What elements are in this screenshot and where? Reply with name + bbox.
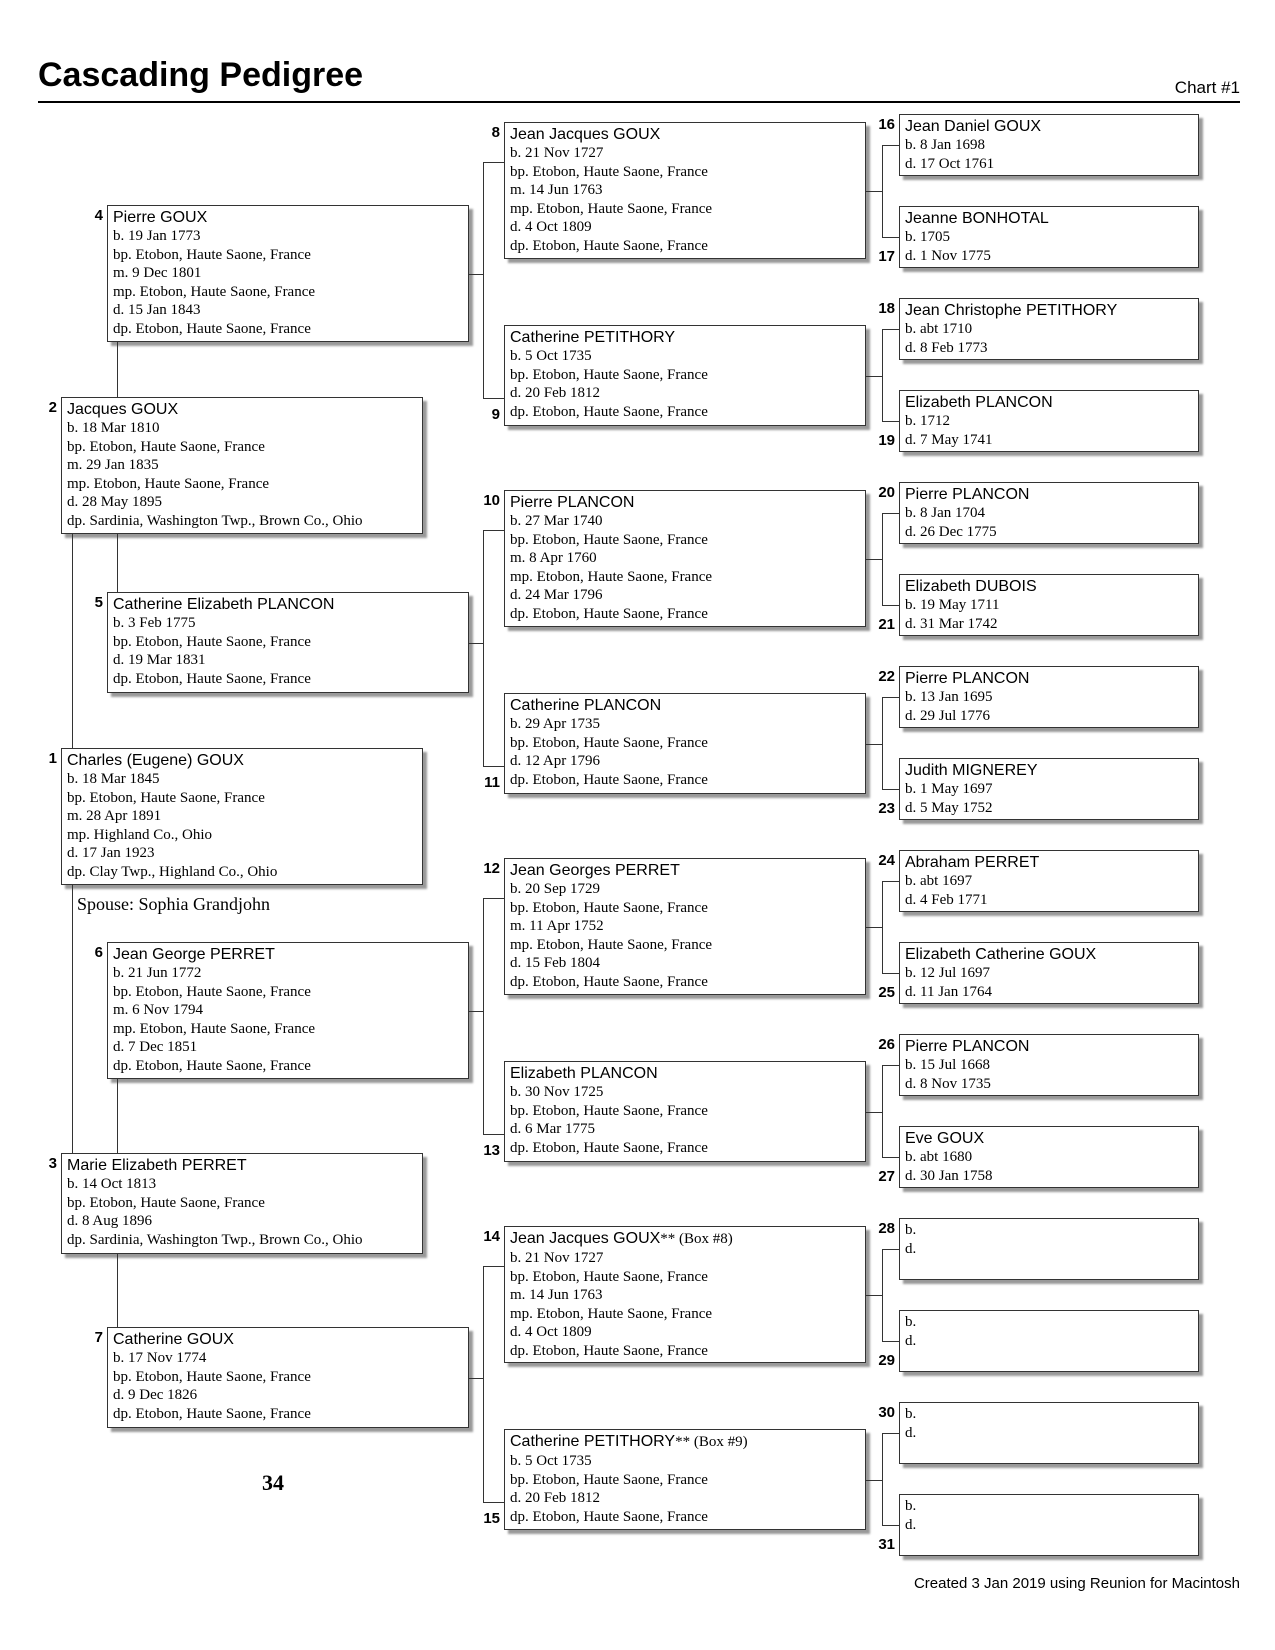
person-fact: b. [905,1314,917,1330]
person-fact: d. 19 Mar 1831 [113,652,206,669]
person-name-text: Pierre PLANCON [510,494,635,511]
connector-line [882,421,899,422]
person-number: 13 [483,1142,500,1159]
person-number: 23 [878,800,895,817]
connector-line [882,1249,899,1250]
person-box-27 [899,1126,1199,1188]
connector-line [882,1341,899,1342]
person-fact: b. 29 Apr 1735 [510,716,600,732]
person-name [905,393,1193,412]
person-fact: mp. Etobon, Haute Saone, France [510,568,713,585]
person-name-text: Catherine Elizabeth PLANCON [113,596,335,613]
person-number: 25 [878,984,895,1001]
person-fact: b. 5 Oct 1735 [510,348,592,364]
connector-line [483,398,504,399]
connector-line [866,1480,882,1481]
person-name [905,1129,1193,1148]
person-name-text: Jean Georges PERRET [510,862,680,879]
connector-line [72,885,73,1153]
connector-line [117,1079,118,1153]
person-fact: mp. Etobon, Haute Saone, France [113,1020,316,1037]
person-fact: d. 4 Oct 1809 [510,1324,592,1341]
person-fact: b. 21 Nov 1727 [510,145,604,161]
person-fact: b. 1712 [905,413,950,429]
person-number: 15 [483,1510,500,1527]
person-fact: dp. Etobon, Haute Saone, France [113,1405,311,1422]
person-name [67,751,417,770]
footer-credit: Created 3 Jan 2019 using Reunion for Macintosh [913,1575,1240,1592]
connector-line [866,559,882,560]
person-fact: b. 8 Jan 1704 [905,505,985,521]
person-box-8 [504,122,866,259]
person-number: 10 [483,492,500,509]
person-name [510,1064,860,1083]
person-fact: dp. Etobon, Haute Saone, France [113,670,311,687]
person-fact: b. 21 Nov 1727 [510,1250,604,1266]
person-fact: d. 4 Feb 1771 [905,891,988,908]
person-name [67,400,417,419]
person-fact: b. [905,1222,917,1238]
person-name [113,1330,463,1349]
person-number: 6 [94,944,103,961]
person-fact: b. 8 Jan 1698 [905,137,985,153]
connector-line [882,697,899,698]
person-name [905,1037,1193,1056]
person-number: 5 [94,594,103,611]
person-name-text: Jean Christophe PETITHORY [905,302,1118,319]
connector-line [866,1112,882,1113]
person-fact: bp. Etobon, Haute Saone, France [113,1368,311,1385]
person-fact: b. 30 Nov 1725 [510,1084,604,1100]
person-name-text: Eve GOUX [905,1130,985,1147]
person-fact: mp. Etobon, Haute Saone, France [510,200,713,217]
person-fact: b. 18 Mar 1810 [67,420,160,436]
connector-line [866,376,882,377]
connector-line [882,237,899,238]
person-name-text: Jeanne BONHOTAL [905,210,1049,227]
person-number: 7 [94,1329,103,1346]
person-box-3 [61,1153,423,1254]
person-fact: bp. Etobon, Haute Saone, France [113,983,311,1000]
person-fact: mp. Etobon, Haute Saone, France [510,936,713,953]
person-fact: bp. Etobon, Haute Saone, France [510,531,708,548]
person-box-5 [107,592,469,693]
person-number: 8 [491,124,500,141]
person-number: 19 [878,432,895,449]
connector-line [882,1065,883,1157]
person-name [510,696,860,715]
person-box-24 [899,850,1199,912]
person-name-text: Jacques GOUX [67,401,179,418]
connector-line [72,534,73,748]
person-number: 11 [484,774,500,791]
person-name-text: Jean Daniel GOUX [905,118,1042,135]
person-fact: d. 20 Feb 1812 [510,1490,600,1507]
person-box-31 [899,1494,1199,1556]
person-number: 30 [878,1404,895,1421]
person-fact: b. 12 Jul 1697 [905,965,991,981]
person-fact: d. 24 Mar 1796 [510,587,603,604]
person-fact: dp. Etobon, Haute Saone, France [510,1508,708,1525]
person-number: 21 [878,616,895,633]
person-fact: bp. Etobon, Haute Saone, France [67,1194,265,1211]
person-fact: bp. Etobon, Haute Saone, France [510,163,708,180]
person-fact: b. 1 May 1697 [905,781,993,797]
person-fact: mp. Etobon, Haute Saone, France [510,1305,713,1322]
page-title: Cascading Pedigree [38,56,364,94]
person-fact: m. 6 Nov 1794 [113,1002,203,1019]
person-box-16 [899,114,1199,176]
person-fact: b. 17 Nov 1774 [113,1350,207,1366]
person-fact: b. 19 May 1711 [905,597,1000,613]
connector-line [882,1065,899,1066]
person-fact: dp. Etobon, Haute Saone, France [510,605,708,622]
connector-line [882,1157,899,1158]
person-name [67,1156,417,1175]
person-fact: d. 7 Dec 1851 [113,1039,198,1056]
person-fact: d. 29 Jul 1776 [905,707,991,724]
connector-line [866,744,882,745]
person-box-28 [899,1218,1199,1280]
person-name-text: Marie Elizabeth PERRET [67,1157,247,1174]
connector-line [469,274,483,275]
person-number: 20 [878,484,895,501]
person-fact: d. [905,1332,917,1349]
person-fact: b. [905,1406,917,1422]
person-name-text: Jean Jacques GOUX [510,126,661,143]
person-box-25 [899,942,1199,1004]
person-fact: dp. Etobon, Haute Saone, France [510,403,708,420]
person-fact: mp. Etobon, Haute Saone, France [113,283,316,300]
person-fact: b. abt 1710 [905,321,973,337]
person-box-15 [504,1429,866,1530]
person-name-text: Catherine PETITHORY [510,329,676,346]
person-name-text: Judith MIGNEREY [905,762,1038,779]
person-fact: bp. Etobon, Haute Saone, France [510,1102,708,1119]
person-box-23 [899,758,1199,820]
person-name [510,125,860,144]
person-number: 31 [878,1536,895,1553]
connector-line [882,145,883,237]
person-fact: d. 5 May 1752 [905,799,993,816]
person-box-29 [899,1310,1199,1372]
person-number: 28 [878,1220,895,1237]
person-fact: b. 15 Jul 1668 [905,1057,991,1073]
person-fact: d. [905,1424,917,1441]
connector-line [882,881,883,973]
person-name [510,861,860,880]
connector-line [483,530,504,531]
connector-line [469,643,483,644]
connector-line [882,697,883,789]
person-name-text: Catherine PETITHORY [510,1433,676,1450]
connector-line [882,145,899,146]
person-fact: bp. Etobon, Haute Saone, France [113,633,311,650]
person-number: 4 [94,207,103,224]
person-fact: bp. Etobon, Haute Saone, France [67,438,265,455]
person-number: 26 [878,1036,895,1053]
duplicate-reference: ** (Box #9) [675,1434,748,1450]
person-name-text: Catherine PLANCON [510,697,662,714]
person-fact: d. [905,1516,917,1533]
person-name [510,1229,860,1249]
person-number: 22 [878,668,895,685]
person-box-12 [504,858,866,995]
person-box-7 [107,1327,469,1428]
person-name [113,208,463,227]
person-box-4 [107,205,469,342]
person-name [510,328,860,347]
person-name-text: Charles (Eugene) GOUX [67,752,244,769]
page-number: 34 [262,1470,284,1495]
person-fact: dp. Etobon, Haute Saone, France [113,1057,311,1074]
person-name [905,853,1193,872]
person-fact: dp. Etobon, Haute Saone, France [510,237,708,254]
person-name [905,485,1193,504]
person-fact: dp. Sardinia, Washington Twp., Brown Co., Ohio [67,1231,363,1248]
person-name-text: Catherine GOUX [113,1331,234,1348]
connector-line [483,1266,484,1502]
connector-line [882,605,899,606]
person-number: 18 [878,300,895,317]
chart-number: Chart #1 [1174,78,1240,97]
person-box-30 [899,1402,1199,1464]
person-name-text: Abraham PERRET [905,854,1040,871]
person-name [905,945,1193,964]
person-fact: d. 17 Oct 1761 [905,155,995,172]
person-fact: d. 17 Jan 1923 [67,845,155,862]
person-fact: m. 11 Apr 1752 [510,918,604,935]
duplicate-reference: ** (Box #8) [660,1231,733,1247]
title-rule [38,101,1240,103]
person-fact: b. 27 Mar 1740 [510,513,603,529]
person-fact: d. 31 Mar 1742 [905,615,998,632]
person-box-18 [899,298,1199,360]
connector-line [483,898,504,899]
person-name-text: Pierre PLANCON [905,486,1030,503]
connector-line [483,530,484,766]
person-fact: bp. Etobon, Haute Saone, France [510,1471,708,1488]
person-fact: bp. Etobon, Haute Saone, France [113,246,311,263]
person-fact: bp. Etobon, Haute Saone, France [510,1268,708,1285]
connector-line [866,927,882,928]
person-fact: d. 12 Apr 1796 [510,753,600,770]
person-box-19 [899,390,1199,452]
connector-line [483,1134,504,1135]
connector-line [882,329,899,330]
person-fact: b. 18 Mar 1845 [67,771,160,787]
person-fact: d. 8 Aug 1896 [67,1213,153,1230]
person-name [905,301,1193,320]
person-fact: bp. Etobon, Haute Saone, France [510,899,708,916]
spouse-note: Spouse: Sophia Grandjohn [77,894,270,914]
person-box-22 [899,666,1199,728]
person-name-text: Elizabeth Catherine GOUX [905,946,1097,963]
person-fact: m. 14 Jun 1763 [510,1287,603,1304]
person-box-2 [61,397,423,534]
person-name-text: Elizabeth PLANCON [905,394,1053,411]
person-name [905,761,1193,780]
person-fact: b. [905,1498,917,1514]
person-fact: d. 6 Mar 1775 [510,1121,595,1138]
person-box-21 [899,574,1199,636]
person-box-11 [504,693,866,794]
person-fact: m. 28 Apr 1891 [67,808,162,825]
person-box-6 [107,942,469,1079]
person-number: 3 [48,1155,57,1172]
connector-line [469,1378,483,1379]
person-number: 29 [878,1352,895,1369]
person-fact: d. 30 Jan 1758 [905,1167,993,1184]
person-fact: mp. Highland Co., Ohio [67,826,212,843]
person-name [905,577,1193,596]
connector-line [483,1266,504,1267]
person-number: 1 [48,750,57,767]
connector-line [882,1433,899,1434]
person-fact: d. 7 May 1741 [905,431,993,448]
person-name-text: Pierre PLANCON [905,670,1030,687]
person-fact: m. 29 Jan 1835 [67,457,159,474]
person-fact: m. 9 Dec 1801 [113,265,202,282]
person-fact: bp. Etobon, Haute Saone, France [510,734,708,751]
person-fact: b. 19 Jan 1773 [113,228,201,244]
person-name-text: Pierre GOUX [113,209,208,226]
person-fact: dp. Etobon, Haute Saone, France [510,771,708,788]
connector-line [117,1254,118,1327]
person-fact: d. 15 Jan 1843 [113,302,201,319]
person-number: 12 [483,860,500,877]
person-fact: b. 1705 [905,229,950,245]
connector-line [882,973,899,974]
person-fact: dp. Etobon, Haute Saone, France [510,973,708,990]
person-number: 9 [491,406,500,423]
connector-line [483,1502,504,1503]
person-number: 16 [878,116,895,133]
connector-line [866,191,882,192]
person-fact: dp. Etobon, Haute Saone, France [113,320,311,337]
person-fact: d. 28 May 1895 [67,494,162,511]
person-box-10 [504,490,866,627]
person-number: 24 [878,852,895,869]
person-fact: d. 8 Feb 1773 [905,339,988,356]
connector-line [882,513,883,605]
person-name [113,945,463,964]
connector-line [117,342,118,397]
person-name [510,493,860,512]
person-fact: d. 9 Dec 1826 [113,1387,198,1404]
person-name-text: Pierre PLANCON [905,1038,1030,1055]
person-fact: d. [905,1240,917,1257]
connector-line [117,534,118,592]
person-fact: b. 13 Jan 1695 [905,689,993,705]
person-name-text: Elizabeth DUBOIS [905,578,1037,595]
person-fact: d. 11 Jan 1764 [905,983,992,1000]
person-fact: d. 15 Feb 1804 [510,955,600,972]
person-number: 14 [483,1228,500,1245]
person-box-14 [504,1226,866,1363]
person-name [905,209,1193,228]
person-fact: bp. Etobon, Haute Saone, France [510,366,708,383]
connector-line [882,789,899,790]
person-fact: b. 21 Jun 1772 [113,965,202,981]
person-fact: dp. Clay Twp., Highland Co., Ohio [67,863,278,880]
person-fact: b. 14 Oct 1813 [67,1176,157,1192]
person-name [905,669,1193,688]
person-fact: b. 20 Sep 1729 [510,881,600,897]
connector-line [882,881,899,882]
connector-line [882,1433,883,1525]
person-fact: m. 8 Apr 1760 [510,550,597,567]
connector-line [882,513,899,514]
person-name [113,595,463,614]
person-number: 2 [48,399,57,416]
person-number: 27 [878,1168,895,1185]
person-box-9 [504,325,866,426]
person-fact: d. 20 Feb 1812 [510,385,600,402]
person-box-17 [899,206,1199,268]
person-fact: m. 14 Jun 1763 [510,182,603,199]
connector-line [483,766,504,767]
person-fact: d. 1 Nov 1775 [905,247,991,264]
connector-line [483,162,504,163]
person-fact: dp. Etobon, Haute Saone, France [510,1139,708,1156]
person-name-text: Elizabeth PLANCON [510,1065,658,1082]
person-box-13 [504,1061,866,1162]
person-fact: b. 3 Feb 1775 [113,615,196,631]
person-fact: d. 4 Oct 1809 [510,219,592,236]
connector-line [483,162,484,398]
person-fact: dp. Sardinia, Washington Twp., Brown Co., Ohio [67,512,363,529]
person-name [510,1432,860,1452]
connector-line [483,898,484,1134]
connector-line [469,1011,483,1012]
connector-line [882,1249,883,1341]
person-box-20 [899,482,1199,544]
connector-line [866,1295,882,1296]
connector-line [882,1525,899,1526]
person-fact: b. abt 1680 [905,1149,973,1165]
person-fact: b. abt 1697 [905,873,973,889]
person-fact: d. 8 Nov 1735 [905,1075,991,1092]
person-name [905,117,1193,136]
person-name-text: Jean Jacques GOUX [510,1230,661,1247]
person-fact: bp. Etobon, Haute Saone, France [67,789,265,806]
person-fact: dp. Etobon, Haute Saone, France [510,1342,708,1359]
person-name-text: Jean George PERRET [113,946,275,963]
person-fact: mp. Etobon, Haute Saone, France [67,475,270,492]
person-box-26 [899,1034,1199,1096]
connector-line [882,329,883,421]
person-box-1 [61,748,423,885]
person-fact: d. 26 Dec 1775 [905,523,997,540]
person-fact: b. 5 Oct 1735 [510,1453,592,1469]
person-number: 17 [878,248,895,265]
